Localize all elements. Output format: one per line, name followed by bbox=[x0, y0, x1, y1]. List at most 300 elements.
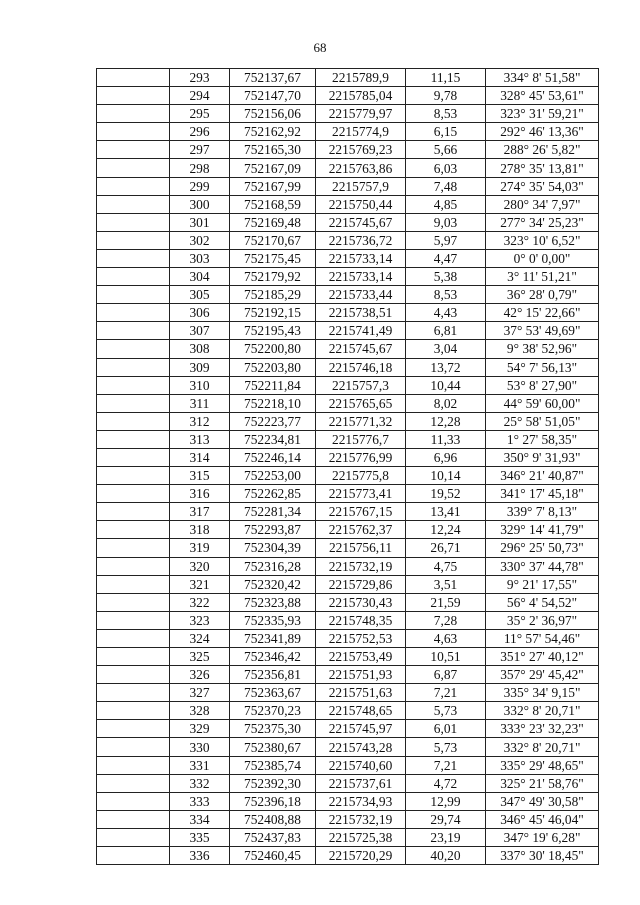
parcel-cell bbox=[97, 702, 170, 720]
bearing-cell: 346° 45' 46,04" bbox=[486, 810, 599, 828]
bearing-cell: 53° 8' 27,90" bbox=[486, 376, 599, 394]
table-row bbox=[97, 521, 599, 539]
bearing-cell: 339° 7' 8,13" bbox=[486, 503, 599, 521]
distance-cell: 10,44 bbox=[406, 376, 486, 394]
x-coordinate-cell: 752316,28 bbox=[230, 557, 316, 575]
parcel-cell bbox=[97, 828, 170, 846]
point-number-cell: 297 bbox=[170, 141, 230, 159]
table-row bbox=[97, 629, 599, 647]
parcel-cell bbox=[97, 720, 170, 738]
bearing-cell: 350° 9' 31,93" bbox=[486, 448, 599, 466]
table-row bbox=[97, 684, 599, 702]
point-number-cell: 311 bbox=[170, 394, 230, 412]
bearing-cell: 274° 35' 54,03" bbox=[486, 177, 599, 195]
bearing-cell: 36° 28' 0,79" bbox=[486, 286, 599, 304]
parcel-cell bbox=[97, 340, 170, 358]
point-number-cell: 300 bbox=[170, 195, 230, 213]
distance-cell: 9,78 bbox=[406, 87, 486, 105]
bearing-cell: 37° 53' 49,69" bbox=[486, 322, 599, 340]
point-number-cell: 332 bbox=[170, 774, 230, 792]
x-coordinate-cell: 752281,34 bbox=[230, 503, 316, 521]
table-row bbox=[97, 666, 599, 684]
point-number-cell: 299 bbox=[170, 177, 230, 195]
table-row bbox=[97, 249, 599, 267]
point-number-cell: 307 bbox=[170, 322, 230, 340]
y-coordinate-cell: 2215730,43 bbox=[316, 593, 406, 611]
table-row bbox=[97, 648, 599, 666]
table-row bbox=[97, 87, 599, 105]
distance-cell: 7,48 bbox=[406, 177, 486, 195]
table-row bbox=[97, 69, 599, 87]
table-row bbox=[97, 738, 599, 756]
x-coordinate-cell: 752137,67 bbox=[230, 69, 316, 87]
point-number-cell: 335 bbox=[170, 828, 230, 846]
point-number-cell: 296 bbox=[170, 123, 230, 141]
distance-cell: 5,73 bbox=[406, 738, 486, 756]
distance-cell: 9,03 bbox=[406, 213, 486, 231]
bearing-cell: 341° 17' 45,18" bbox=[486, 485, 599, 503]
parcel-cell bbox=[97, 159, 170, 177]
bearing-cell: 25° 58' 51,05" bbox=[486, 412, 599, 430]
x-coordinate-cell: 752211,84 bbox=[230, 376, 316, 394]
y-coordinate-cell: 2215757,3 bbox=[316, 376, 406, 394]
distance-cell: 4,75 bbox=[406, 557, 486, 575]
distance-cell: 21,59 bbox=[406, 593, 486, 611]
point-number-cell: 308 bbox=[170, 340, 230, 358]
point-number-cell: 334 bbox=[170, 810, 230, 828]
point-number-cell: 316 bbox=[170, 485, 230, 503]
distance-cell: 4,63 bbox=[406, 629, 486, 647]
point-number-cell: 331 bbox=[170, 756, 230, 774]
y-coordinate-cell: 2215765,65 bbox=[316, 394, 406, 412]
parcel-cell bbox=[97, 286, 170, 304]
parcel-cell bbox=[97, 195, 170, 213]
table-row bbox=[97, 575, 599, 593]
point-number-cell: 323 bbox=[170, 611, 230, 629]
distance-cell: 11,15 bbox=[406, 69, 486, 87]
distance-cell: 19,52 bbox=[406, 485, 486, 503]
distance-cell: 4,72 bbox=[406, 774, 486, 792]
y-coordinate-cell: 2215733,44 bbox=[316, 286, 406, 304]
x-coordinate-cell: 752168,59 bbox=[230, 195, 316, 213]
x-coordinate-cell: 752246,14 bbox=[230, 448, 316, 466]
y-coordinate-cell: 2215741,49 bbox=[316, 322, 406, 340]
bearing-cell: 288° 26' 5,82" bbox=[486, 141, 599, 159]
distance-cell: 23,19 bbox=[406, 828, 486, 846]
distance-cell: 6,01 bbox=[406, 720, 486, 738]
x-coordinate-cell: 752218,10 bbox=[230, 394, 316, 412]
table-row bbox=[97, 412, 599, 430]
x-coordinate-cell: 752175,45 bbox=[230, 249, 316, 267]
point-number-cell: 306 bbox=[170, 304, 230, 322]
point-number-cell: 329 bbox=[170, 720, 230, 738]
y-coordinate-cell: 2215751,63 bbox=[316, 684, 406, 702]
parcel-cell bbox=[97, 593, 170, 611]
parcel-cell bbox=[97, 684, 170, 702]
distance-cell: 10,14 bbox=[406, 467, 486, 485]
point-number-cell: 317 bbox=[170, 503, 230, 521]
distance-cell: 10,51 bbox=[406, 648, 486, 666]
bearing-cell: 56° 4' 54,52" bbox=[486, 593, 599, 611]
parcel-cell bbox=[97, 177, 170, 195]
y-coordinate-cell: 2215750,44 bbox=[316, 195, 406, 213]
parcel-cell bbox=[97, 376, 170, 394]
distance-cell: 12,28 bbox=[406, 412, 486, 430]
parcel-cell bbox=[97, 792, 170, 810]
parcel-cell bbox=[97, 123, 170, 141]
bearing-cell: 1° 27' 58,35" bbox=[486, 430, 599, 448]
y-coordinate-cell: 2215762,37 bbox=[316, 521, 406, 539]
table-row bbox=[97, 304, 599, 322]
point-number-cell: 302 bbox=[170, 231, 230, 249]
bearing-cell: 332° 8' 20,71" bbox=[486, 702, 599, 720]
y-coordinate-cell: 2215745,67 bbox=[316, 213, 406, 231]
y-coordinate-cell: 2215776,99 bbox=[316, 448, 406, 466]
distance-cell: 3,04 bbox=[406, 340, 486, 358]
point-number-cell: 295 bbox=[170, 105, 230, 123]
parcel-cell bbox=[97, 141, 170, 159]
x-coordinate-cell: 752460,45 bbox=[230, 847, 316, 865]
point-number-cell: 294 bbox=[170, 87, 230, 105]
y-coordinate-cell: 2215732,19 bbox=[316, 557, 406, 575]
distance-cell: 5,38 bbox=[406, 268, 486, 286]
y-coordinate-cell: 2215748,35 bbox=[316, 611, 406, 629]
point-number-cell: 315 bbox=[170, 467, 230, 485]
y-coordinate-cell: 2215746,18 bbox=[316, 358, 406, 376]
point-number-cell: 309 bbox=[170, 358, 230, 376]
point-number-cell: 301 bbox=[170, 213, 230, 231]
table-row bbox=[97, 177, 599, 195]
y-coordinate-cell: 2215733,14 bbox=[316, 249, 406, 267]
x-coordinate-cell: 752200,80 bbox=[230, 340, 316, 358]
coordinates-table-body bbox=[97, 69, 599, 865]
x-coordinate-cell: 752323,88 bbox=[230, 593, 316, 611]
y-coordinate-cell: 2215745,67 bbox=[316, 340, 406, 358]
parcel-cell bbox=[97, 231, 170, 249]
parcel-cell bbox=[97, 268, 170, 286]
point-number-cell: 322 bbox=[170, 593, 230, 611]
point-number-cell: 326 bbox=[170, 666, 230, 684]
table-row bbox=[97, 702, 599, 720]
x-coordinate-cell: 752370,23 bbox=[230, 702, 316, 720]
point-number-cell: 303 bbox=[170, 249, 230, 267]
parcel-cell bbox=[97, 666, 170, 684]
parcel-cell bbox=[97, 87, 170, 105]
table-row bbox=[97, 557, 599, 575]
parcel-cell bbox=[97, 412, 170, 430]
parcel-cell bbox=[97, 394, 170, 412]
parcel-cell bbox=[97, 430, 170, 448]
y-coordinate-cell: 2215733,14 bbox=[316, 268, 406, 286]
y-coordinate-cell: 2215785,04 bbox=[316, 87, 406, 105]
table-row bbox=[97, 340, 599, 358]
x-coordinate-cell: 752185,29 bbox=[230, 286, 316, 304]
y-coordinate-cell: 2215736,72 bbox=[316, 231, 406, 249]
distance-cell: 8,02 bbox=[406, 394, 486, 412]
distance-cell: 5,73 bbox=[406, 702, 486, 720]
parcel-cell bbox=[97, 503, 170, 521]
x-coordinate-cell: 752363,67 bbox=[230, 684, 316, 702]
point-number-cell: 293 bbox=[170, 69, 230, 87]
table-row bbox=[97, 485, 599, 503]
distance-cell: 40,20 bbox=[406, 847, 486, 865]
distance-cell: 13,41 bbox=[406, 503, 486, 521]
distance-cell: 29,74 bbox=[406, 810, 486, 828]
y-coordinate-cell: 2215757,9 bbox=[316, 177, 406, 195]
bearing-cell: 323° 31' 59,21" bbox=[486, 105, 599, 123]
y-coordinate-cell: 2215745,97 bbox=[316, 720, 406, 738]
distance-cell: 4,47 bbox=[406, 249, 486, 267]
distance-cell: 7,28 bbox=[406, 611, 486, 629]
table-row bbox=[97, 195, 599, 213]
point-number-cell: 298 bbox=[170, 159, 230, 177]
bearing-cell: 323° 10' 6,52" bbox=[486, 231, 599, 249]
x-coordinate-cell: 752167,99 bbox=[230, 177, 316, 195]
point-number-cell: 333 bbox=[170, 792, 230, 810]
distance-cell: 11,33 bbox=[406, 430, 486, 448]
parcel-cell bbox=[97, 648, 170, 666]
bearing-cell: 332° 8' 20,71" bbox=[486, 738, 599, 756]
point-number-cell: 328 bbox=[170, 702, 230, 720]
table-row bbox=[97, 774, 599, 792]
x-coordinate-cell: 752380,67 bbox=[230, 738, 316, 756]
table-row bbox=[97, 539, 599, 557]
distance-cell: 6,15 bbox=[406, 123, 486, 141]
x-coordinate-cell: 752147,70 bbox=[230, 87, 316, 105]
bearing-cell: 328° 45' 53,61" bbox=[486, 87, 599, 105]
distance-cell: 12,99 bbox=[406, 792, 486, 810]
parcel-cell bbox=[97, 847, 170, 865]
distance-cell: 8,53 bbox=[406, 105, 486, 123]
bearing-cell: 54° 7' 56,13" bbox=[486, 358, 599, 376]
table-row bbox=[97, 268, 599, 286]
distance-cell: 7,21 bbox=[406, 756, 486, 774]
bearing-cell: 280° 34' 7,97" bbox=[486, 195, 599, 213]
parcel-cell bbox=[97, 629, 170, 647]
x-coordinate-cell: 752170,67 bbox=[230, 231, 316, 249]
y-coordinate-cell: 2215771,32 bbox=[316, 412, 406, 430]
bearing-cell: 346° 21' 40,87" bbox=[486, 467, 599, 485]
bearing-cell: 325° 21' 58,76" bbox=[486, 774, 599, 792]
y-coordinate-cell: 2215738,51 bbox=[316, 304, 406, 322]
parcel-cell bbox=[97, 69, 170, 87]
point-number-cell: 330 bbox=[170, 738, 230, 756]
y-coordinate-cell: 2215725,38 bbox=[316, 828, 406, 846]
page-number: 68 bbox=[313, 40, 327, 55]
table-row bbox=[97, 847, 599, 865]
y-coordinate-cell: 2215789,9 bbox=[316, 69, 406, 87]
table-row bbox=[97, 756, 599, 774]
parcel-cell bbox=[97, 213, 170, 231]
bearing-cell: 329° 14' 41,79" bbox=[486, 521, 599, 539]
point-number-cell: 318 bbox=[170, 521, 230, 539]
y-coordinate-cell: 2215732,19 bbox=[316, 810, 406, 828]
parcel-cell bbox=[97, 756, 170, 774]
y-coordinate-cell: 2215737,61 bbox=[316, 774, 406, 792]
parcel-cell bbox=[97, 448, 170, 466]
table-row bbox=[97, 105, 599, 123]
bearing-cell: 11° 57' 54,46" bbox=[486, 629, 599, 647]
y-coordinate-cell: 2215748,65 bbox=[316, 702, 406, 720]
y-coordinate-cell: 2215773,41 bbox=[316, 485, 406, 503]
bearing-cell: 292° 46' 13,36" bbox=[486, 123, 599, 141]
bearing-cell: 44° 59' 60,00" bbox=[486, 394, 599, 412]
table-row bbox=[97, 792, 599, 810]
distance-cell: 6,81 bbox=[406, 322, 486, 340]
x-coordinate-cell: 752437,83 bbox=[230, 828, 316, 846]
x-coordinate-cell: 752304,39 bbox=[230, 539, 316, 557]
bearing-cell: 9° 21' 17,55" bbox=[486, 575, 599, 593]
x-coordinate-cell: 752335,93 bbox=[230, 611, 316, 629]
x-coordinate-cell: 752156,06 bbox=[230, 105, 316, 123]
parcel-cell bbox=[97, 539, 170, 557]
distance-cell: 4,43 bbox=[406, 304, 486, 322]
table-row bbox=[97, 141, 599, 159]
table-row bbox=[97, 720, 599, 738]
point-number-cell: 304 bbox=[170, 268, 230, 286]
bearing-cell: 296° 25' 50,73" bbox=[486, 539, 599, 557]
x-coordinate-cell: 752192,15 bbox=[230, 304, 316, 322]
y-coordinate-cell: 2215740,60 bbox=[316, 756, 406, 774]
y-coordinate-cell: 2215776,7 bbox=[316, 430, 406, 448]
parcel-cell bbox=[97, 467, 170, 485]
parcel-cell bbox=[97, 810, 170, 828]
parcel-cell bbox=[97, 105, 170, 123]
bearing-cell: 335° 29' 48,65" bbox=[486, 756, 599, 774]
parcel-cell bbox=[97, 774, 170, 792]
y-coordinate-cell: 2215774,9 bbox=[316, 123, 406, 141]
x-coordinate-cell: 752392,30 bbox=[230, 774, 316, 792]
table-row bbox=[97, 394, 599, 412]
point-number-cell: 312 bbox=[170, 412, 230, 430]
distance-cell: 13,72 bbox=[406, 358, 486, 376]
table-row bbox=[97, 448, 599, 466]
coordinates-table bbox=[96, 68, 599, 865]
x-coordinate-cell: 752320,42 bbox=[230, 575, 316, 593]
distance-cell: 4,85 bbox=[406, 195, 486, 213]
table-row bbox=[97, 503, 599, 521]
point-number-cell: 305 bbox=[170, 286, 230, 304]
x-coordinate-cell: 752234,81 bbox=[230, 430, 316, 448]
table-row bbox=[97, 593, 599, 611]
x-coordinate-cell: 752293,87 bbox=[230, 521, 316, 539]
point-number-cell: 313 bbox=[170, 430, 230, 448]
y-coordinate-cell: 2215720,29 bbox=[316, 847, 406, 865]
x-coordinate-cell: 752179,92 bbox=[230, 268, 316, 286]
table-row bbox=[97, 322, 599, 340]
bearing-cell: 333° 23' 32,23" bbox=[486, 720, 599, 738]
bearing-cell: 0° 0' 0,00" bbox=[486, 249, 599, 267]
x-coordinate-cell: 752203,80 bbox=[230, 358, 316, 376]
table-row bbox=[97, 611, 599, 629]
table-row bbox=[97, 213, 599, 231]
table-row bbox=[97, 430, 599, 448]
bearing-cell: 42° 15' 22,66" bbox=[486, 304, 599, 322]
x-coordinate-cell: 752223,77 bbox=[230, 412, 316, 430]
x-coordinate-cell: 752385,74 bbox=[230, 756, 316, 774]
x-coordinate-cell: 752169,48 bbox=[230, 213, 316, 231]
parcel-cell bbox=[97, 738, 170, 756]
bearing-cell: 357° 29' 45,42" bbox=[486, 666, 599, 684]
y-coordinate-cell: 2215775,8 bbox=[316, 467, 406, 485]
x-coordinate-cell: 752162,92 bbox=[230, 123, 316, 141]
distance-cell: 5,97 bbox=[406, 231, 486, 249]
x-coordinate-cell: 752253,00 bbox=[230, 467, 316, 485]
parcel-cell bbox=[97, 249, 170, 267]
parcel-cell bbox=[97, 322, 170, 340]
table-row bbox=[97, 467, 599, 485]
parcel-cell bbox=[97, 358, 170, 376]
x-coordinate-cell: 752356,81 bbox=[230, 666, 316, 684]
distance-cell: 6,96 bbox=[406, 448, 486, 466]
parcel-cell bbox=[97, 304, 170, 322]
distance-cell: 6,87 bbox=[406, 666, 486, 684]
bearing-cell: 35° 2' 36,97" bbox=[486, 611, 599, 629]
y-coordinate-cell: 2215751,93 bbox=[316, 666, 406, 684]
bearing-cell: 337° 30' 18,45" bbox=[486, 847, 599, 865]
distance-cell: 7,21 bbox=[406, 684, 486, 702]
distance-cell: 6,03 bbox=[406, 159, 486, 177]
x-coordinate-cell: 752375,30 bbox=[230, 720, 316, 738]
y-coordinate-cell: 2215769,23 bbox=[316, 141, 406, 159]
distance-cell: 5,66 bbox=[406, 141, 486, 159]
point-number-cell: 325 bbox=[170, 648, 230, 666]
point-number-cell: 324 bbox=[170, 629, 230, 647]
parcel-cell bbox=[97, 611, 170, 629]
parcel-cell bbox=[97, 521, 170, 539]
x-coordinate-cell: 752262,85 bbox=[230, 485, 316, 503]
x-coordinate-cell: 752165,30 bbox=[230, 141, 316, 159]
distance-cell: 3,51 bbox=[406, 575, 486, 593]
y-coordinate-cell: 2215779,97 bbox=[316, 105, 406, 123]
point-number-cell: 320 bbox=[170, 557, 230, 575]
bearing-cell: 3° 11' 51,21" bbox=[486, 268, 599, 286]
point-number-cell: 314 bbox=[170, 448, 230, 466]
bearing-cell: 347° 19' 6,28" bbox=[486, 828, 599, 846]
y-coordinate-cell: 2215763,86 bbox=[316, 159, 406, 177]
y-coordinate-cell: 2215734,93 bbox=[316, 792, 406, 810]
y-coordinate-cell: 2215767,15 bbox=[316, 503, 406, 521]
bearing-cell: 334° 8' 51,58" bbox=[486, 69, 599, 87]
table-row bbox=[97, 376, 599, 394]
table-row bbox=[97, 286, 599, 304]
bearing-cell: 335° 34' 9,15" bbox=[486, 684, 599, 702]
x-coordinate-cell: 752167,09 bbox=[230, 159, 316, 177]
table-row bbox=[97, 828, 599, 846]
y-coordinate-cell: 2215743,28 bbox=[316, 738, 406, 756]
x-coordinate-cell: 752341,89 bbox=[230, 629, 316, 647]
distance-cell: 26,71 bbox=[406, 539, 486, 557]
table-row bbox=[97, 358, 599, 376]
distance-cell: 12,24 bbox=[406, 521, 486, 539]
parcel-cell bbox=[97, 485, 170, 503]
bearing-cell: 278° 35' 13,81" bbox=[486, 159, 599, 177]
table-row bbox=[97, 231, 599, 249]
table-row bbox=[97, 810, 599, 828]
x-coordinate-cell: 752346,42 bbox=[230, 648, 316, 666]
y-coordinate-cell: 2215756,11 bbox=[316, 539, 406, 557]
y-coordinate-cell: 2215729,86 bbox=[316, 575, 406, 593]
bearing-cell: 351° 27' 40,12" bbox=[486, 648, 599, 666]
x-coordinate-cell: 752195,43 bbox=[230, 322, 316, 340]
point-number-cell: 336 bbox=[170, 847, 230, 865]
bearing-cell: 330° 37' 44,78" bbox=[486, 557, 599, 575]
table-row bbox=[97, 159, 599, 177]
parcel-cell bbox=[97, 575, 170, 593]
bearing-cell: 347° 49' 30,58" bbox=[486, 792, 599, 810]
bearing-cell: 277° 34' 25,23" bbox=[486, 213, 599, 231]
distance-cell: 8,53 bbox=[406, 286, 486, 304]
